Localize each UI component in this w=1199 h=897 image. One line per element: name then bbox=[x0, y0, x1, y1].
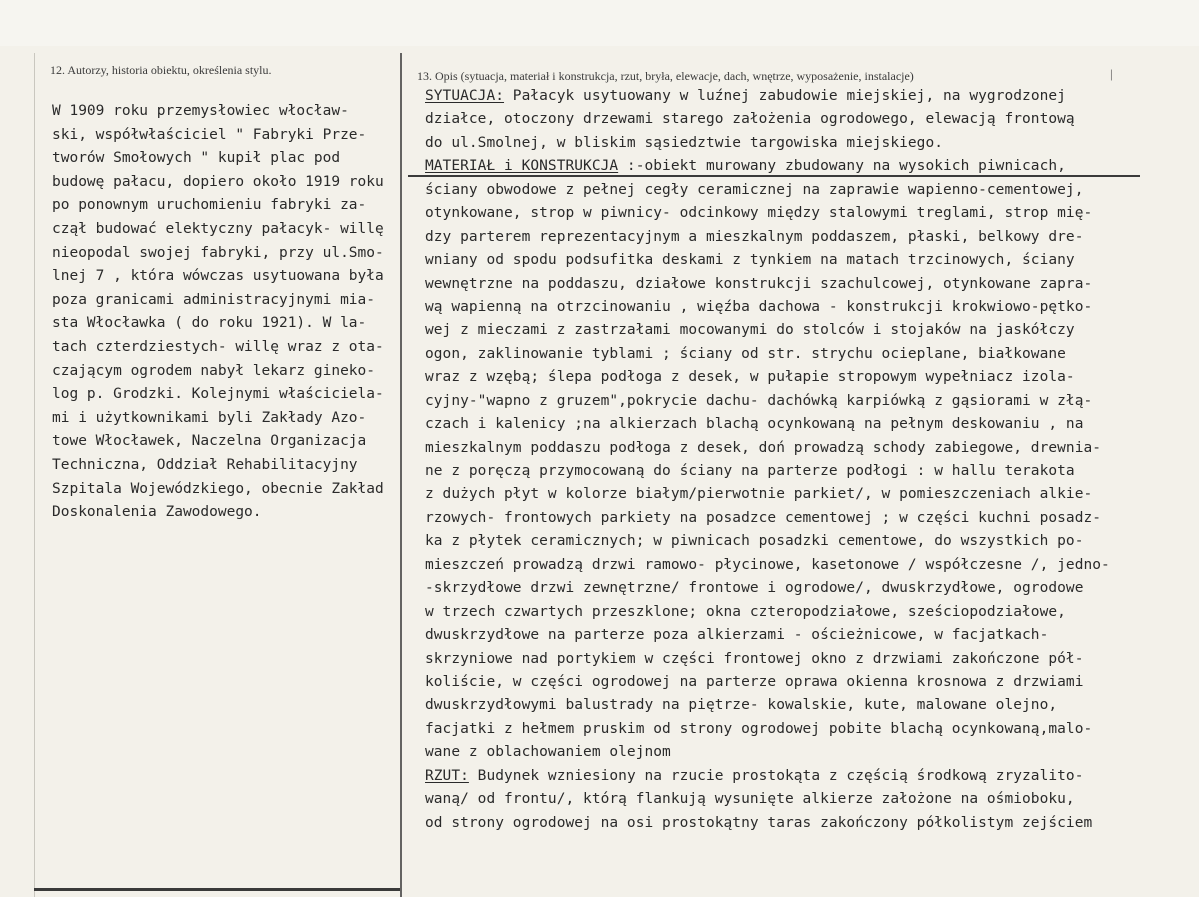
description-text: facjatki z hełmem pruskim od strony ogrodowej pobite blachą ocynkowaną,malo- bbox=[425, 720, 1093, 737]
description-line bbox=[425, 460, 1195, 483]
history-text-column bbox=[52, 100, 397, 525]
description-text: dzy parterem reprezentacyjnym a mieszkalnym poddaszem, płaski, belkowy dre- bbox=[425, 228, 1084, 245]
description-line bbox=[425, 554, 1195, 577]
description-text: koliście, w części ogrodowej na parterze oprawa okienna krosnowa z drzwiami bbox=[425, 673, 1084, 690]
description-text: wej z mieczami z zastrzałami mocowanymi do stolców i stojaków na jaskółczy bbox=[425, 322, 1075, 339]
description-line bbox=[425, 741, 1195, 764]
description-line bbox=[425, 390, 1195, 413]
description-text: mieszkalnym poddaszu podłoga z desek, doń prowadzą schody zabiegowe, drewnia- bbox=[425, 439, 1102, 456]
history-line: czającym ogrodem nabył lekarz gineko- bbox=[52, 362, 376, 379]
history-line: log p. Grodzki. Kolejnymi właścicielа- bbox=[52, 386, 384, 403]
description-text: wniany od spodu podsufitka deskami z tynkiem na matach trzcinowych, ściany bbox=[425, 252, 1075, 269]
section-12-heading: 12. Autorzy, historia obiektu, określenia stylu. bbox=[50, 63, 272, 77]
description-line bbox=[425, 718, 1195, 741]
history-line: tworów Smołowych " kupił plac pod bbox=[52, 150, 341, 167]
section-label: RZUT: bbox=[425, 767, 469, 784]
section-label: MATERIAŁ i KONSTRUKCJA bbox=[425, 158, 619, 175]
history-line: towe Włocławek, Naczelna Organizacja bbox=[52, 433, 367, 450]
history-line: czął budować elektyczny pałacyk- willę bbox=[52, 220, 384, 237]
description-text: wą wapienną na otrzcinowaniu , więźba dachowa - konstrukcji krokwiowo-pętko- bbox=[425, 298, 1093, 315]
description-text: waną/ od frontu/, którą flankują wysunięte alkierze założone na ośmioboku, bbox=[425, 791, 1075, 808]
description-text: działce, otoczony drzewami starego założenia ogrodowego, elewacją frontową bbox=[425, 111, 1075, 128]
description-text: do ul.Smolnej, w bliskim sąsiedztwie targowiska miejskiego. bbox=[425, 134, 944, 151]
description-line bbox=[425, 437, 1195, 460]
page-top-margin bbox=[0, 0, 1199, 46]
description-text: ściany obwodowe z pełnej cegły ceramicznej na zaprawie wapienno-cementowej, bbox=[425, 181, 1084, 198]
description-text: :-obiekt murowany zbudowany na wysokich piwnicach, bbox=[618, 158, 1066, 175]
description-text: wraz z wzębą; ślepa podłoga z desek, w pułapie stropowym wypełniacz izola- bbox=[425, 369, 1075, 386]
description-text: otynkowane, strop w piwnicy- odcinkowy między stalowymi treglami, strop mię- bbox=[425, 205, 1093, 222]
description-line bbox=[425, 296, 1195, 319]
description-line bbox=[425, 483, 1195, 506]
description-text: ka z płytek ceramicznych; w piwnicach posadzki cementowe, do wszystkich po- bbox=[425, 533, 1084, 550]
description-line bbox=[425, 273, 1195, 296]
history-line: nieopodal swojej fabryki, przy ul.Smo- bbox=[52, 244, 384, 261]
description-text: ne z poręczą przymocowaną do ściany na parterze podłogi : w hallu terakota bbox=[425, 463, 1075, 479]
section-label: SYTUACJA: bbox=[425, 88, 505, 104]
history-line: Doskonalenia Zawodowego. bbox=[52, 504, 262, 521]
description-text: w trzech czwartych przeszklone; okna czteropodziałowe, sześciopodziałowe, bbox=[425, 603, 1066, 620]
history-line: lnej 7 , która wówczas usytuowana była bbox=[52, 268, 384, 285]
description-line bbox=[425, 788, 1195, 811]
description-text: z dużych płyt w kolorze białym/pierwotnie parkiet/, w pomieszczeniach alkie- bbox=[425, 486, 1093, 503]
description-line bbox=[425, 85, 1195, 108]
history-line: sta Włocławka ( do roku 1921). W la- bbox=[52, 315, 367, 332]
description-text: ogon, zaklinowanie tyblami ; ściany od str. strychu ocieplane, białkowane bbox=[425, 345, 1066, 362]
description-line bbox=[425, 507, 1195, 530]
description-text: -skrzydłowe drzwi zewnętrzne/ frontowe i ogrodowe/, dwuskrzydłowe, ogrodowe bbox=[425, 580, 1084, 597]
description-line bbox=[425, 624, 1195, 647]
description-line bbox=[425, 601, 1195, 624]
description-line bbox=[425, 694, 1195, 717]
history-line: tach czterdziestych- willę wraz z ota- bbox=[52, 338, 384, 355]
description-line bbox=[425, 671, 1195, 694]
section-13-heading: 13. Opis (sytuacja, materiał i konstrukcja, rzut, bryła, elewacje, dach, wnętrze, wyposażenie, instalacje) bbox=[417, 69, 914, 83]
history-line: poza granicami administracyjnymi mia- bbox=[52, 291, 376, 308]
description-line bbox=[425, 648, 1195, 671]
description-text: Pałacyk usytuowany w luźnej zabudowie miejskiej, na wygrodzonej bbox=[504, 88, 1066, 104]
description-line bbox=[425, 202, 1195, 225]
description-text: cyjny-"wapno z gruzem",pokrycie dachu- dachówką karpiówką z gąsiorami w złą- bbox=[425, 392, 1093, 409]
description-text: wewnętrzne na poddaszu, działowe konstrukcji szachulcowej, otynkowane zapra- bbox=[425, 275, 1093, 292]
description-line bbox=[425, 319, 1195, 342]
description-text: skrzyniowe nad portykiem w części frontowej okno z drzwiami zakończone pół- bbox=[425, 650, 1084, 667]
description-line bbox=[425, 366, 1195, 389]
history-line: budowę pałacu, dopiero około 1919 roku bbox=[52, 173, 384, 190]
history-line: mi i użytkownikami byli Zakłady Azo- bbox=[52, 409, 367, 426]
description-line bbox=[425, 812, 1195, 835]
description-text: dwuskrzydłowe na parterze poza alkierzami - ościeżnicowe, w facjatkach- bbox=[425, 627, 1049, 644]
description-text: od strony ogrodowej na osi prostokątny taras zakończony półkolistym zejściem bbox=[425, 814, 1093, 831]
description-text: wane z oblachowaniem olejnom bbox=[425, 744, 671, 761]
history-line: Techniczna, Oddział Rehabilitacyjny bbox=[52, 456, 358, 473]
margin-mark: | bbox=[1110, 66, 1113, 81]
description-line bbox=[425, 179, 1195, 202]
description-line bbox=[425, 155, 1195, 178]
description-line bbox=[425, 249, 1195, 272]
description-line bbox=[425, 132, 1195, 155]
description-line bbox=[425, 108, 1195, 131]
description-line bbox=[425, 577, 1195, 600]
description-text: czach i kalenicy ;na alkierzach blachą ocynkowaną na pełnym deskowaniu , na bbox=[425, 416, 1084, 433]
description-line bbox=[425, 226, 1195, 249]
description-line bbox=[425, 413, 1195, 436]
description-line bbox=[425, 343, 1195, 366]
description-line bbox=[425, 765, 1195, 788]
history-line: W 1909 roku przemysłowiec włocław- bbox=[52, 103, 349, 119]
description-text: Budynek wzniesiony na rzucie prostokąta z częścią środkową zryzalito- bbox=[468, 767, 1084, 784]
description-line bbox=[425, 530, 1195, 553]
description-text-column bbox=[425, 85, 1195, 835]
history-line: ski, współwłaściciel " Fabryki Prze- bbox=[52, 126, 367, 143]
history-line: Szpitala Wojewódzkiego, obecnie Zakład bbox=[52, 480, 384, 497]
description-text: dwuskrzydłowymi balustrady na piętrze- kowalskie, kute, malowane olejno, bbox=[425, 697, 1058, 714]
history-line: po ponownym uruchomieniu fabryki za- bbox=[52, 197, 367, 214]
column-divider bbox=[400, 53, 402, 897]
description-text: mieszczeń prowadzą drzwi ramowo- płycinowe, kasetonowe / współczesne /, jedno- bbox=[425, 556, 1110, 573]
description-text: rzowych- frontowych parkiety na posadzce cementowej ; w części kuchni posadz- bbox=[425, 509, 1102, 526]
bottom-rule bbox=[34, 888, 400, 891]
